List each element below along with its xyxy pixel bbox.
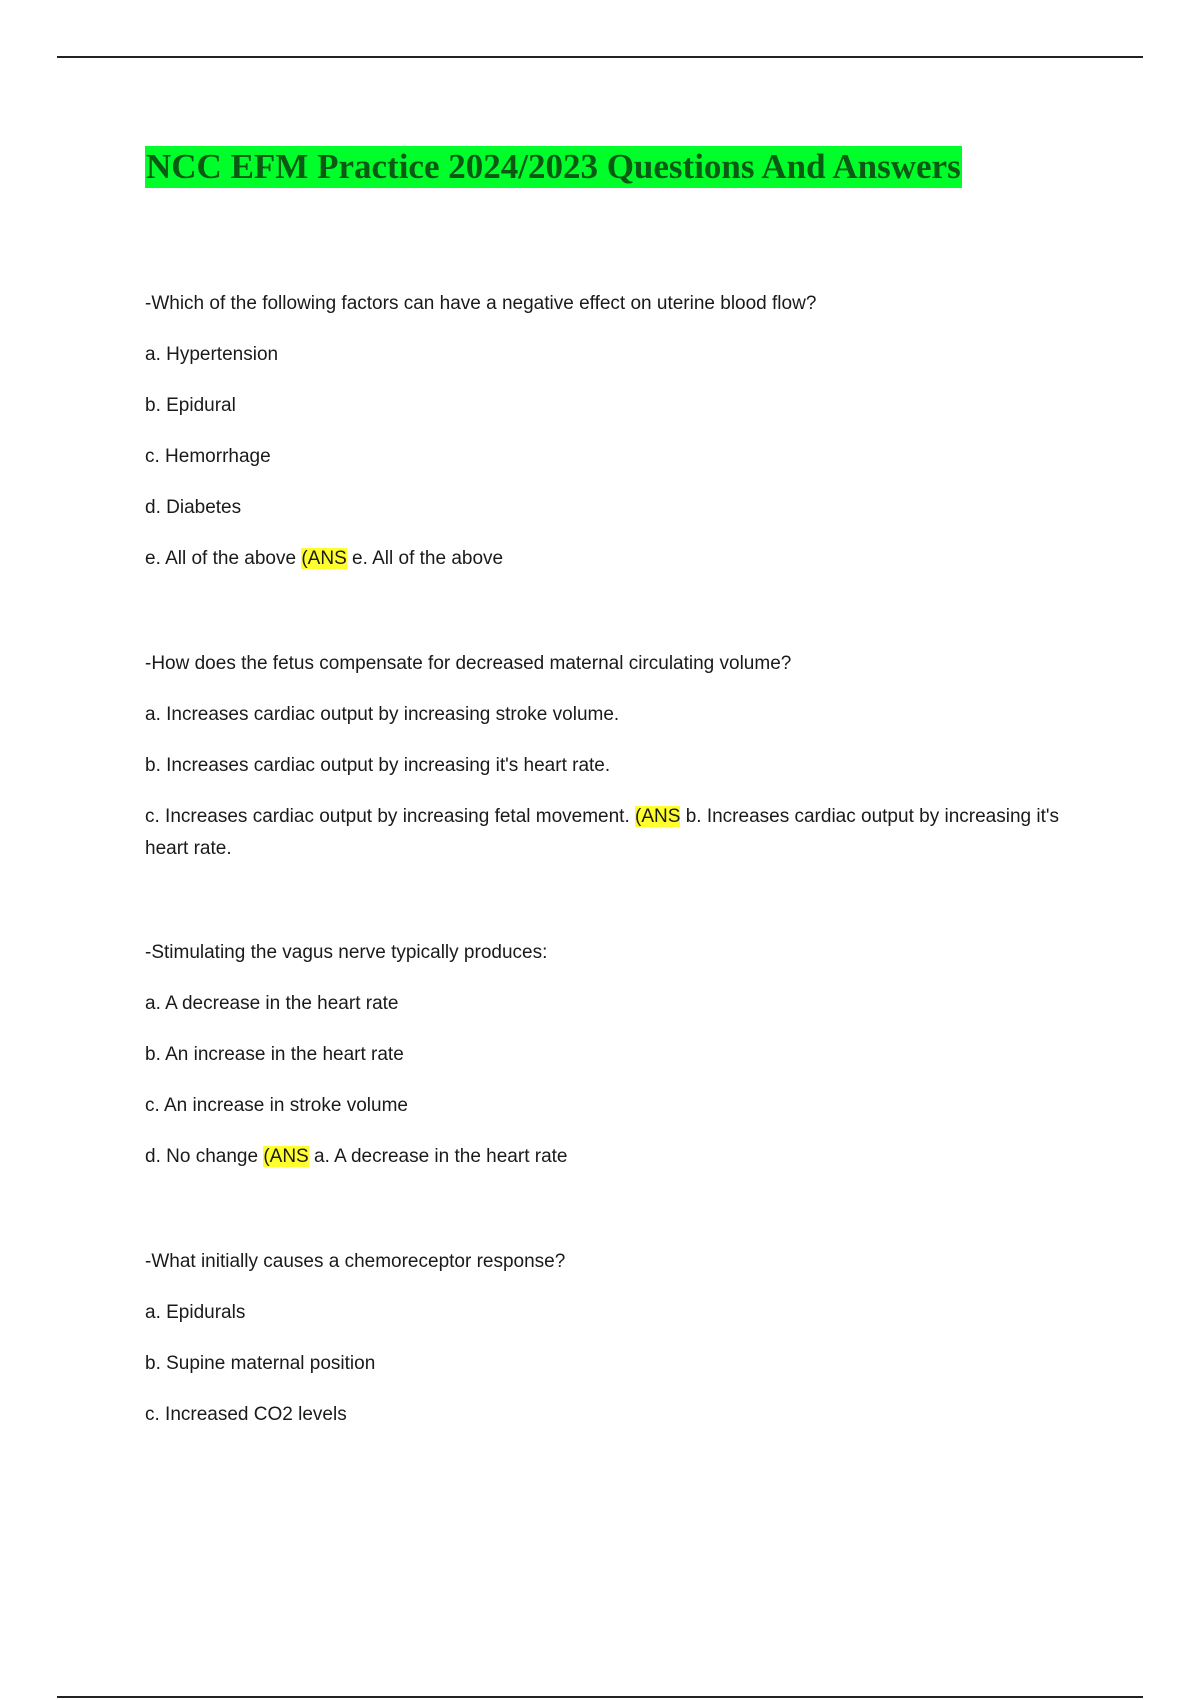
answer-text: a. A decrease in the heart rate [308,1146,568,1167]
option-b: b. Increases cardiac output by increasing it's heart rate. [145,755,611,776]
option-b: b. Epidural [145,395,236,416]
option-a: a. A decrease in the heart rate [145,993,399,1014]
option-a: a. Increases cardiac output by increasing stroke volume. [145,704,620,725]
question-block-1 [145,288,1090,594]
question-text: -How does the fetus compensate for decreased maternal circulating volume? [145,653,792,674]
option-c-with-answer [145,801,1090,865]
option-c: c. Hemorrhage [145,446,271,467]
option-e-with-answer [145,543,1090,575]
option-a: a. Epidurals [145,1302,246,1323]
option-b: b. Supine maternal position [145,1353,376,1374]
question-block-2 [145,648,1090,884]
answer-marker: (ANS [301,548,347,569]
option-d-with-answer [145,1141,1090,1173]
top-rule [57,56,1143,58]
option-d: d. No change [145,1146,264,1167]
question-block-4 [145,1246,1090,1450]
option-c: c. Increased CO2 levels [145,1404,347,1425]
option-b: b. An increase in the heart rate [145,1044,404,1065]
option-e: e. All of the above [145,548,302,569]
answer-text: b. Increases cardiac output by increasing it's heart rate. [145,806,1059,859]
answer-text: e. All of the above [346,548,504,569]
question-block-3 [145,937,1090,1192]
answer-marker: (ANS [635,806,681,827]
option-c: c. Increases cardiac output by increasing fetal movement. [145,806,636,827]
question-text: -What initially causes a chemoreceptor response? [145,1251,566,1272]
answer-marker: (ANS [263,1146,309,1167]
option-d: d. Diabetes [145,497,242,518]
question-text: -Which of the following factors can have a negative effect on uterine blood flow? [145,293,817,314]
option-c: c. An increase in stroke volume [145,1095,408,1116]
question-text: -Stimulating the vagus nerve typically produces: [145,942,548,963]
option-a: a. Hypertension [145,344,279,365]
document-title: NCC EFM Practice 2024/2023 Questions And Answers [146,147,961,186]
bottom-rule [57,1696,1143,1698]
